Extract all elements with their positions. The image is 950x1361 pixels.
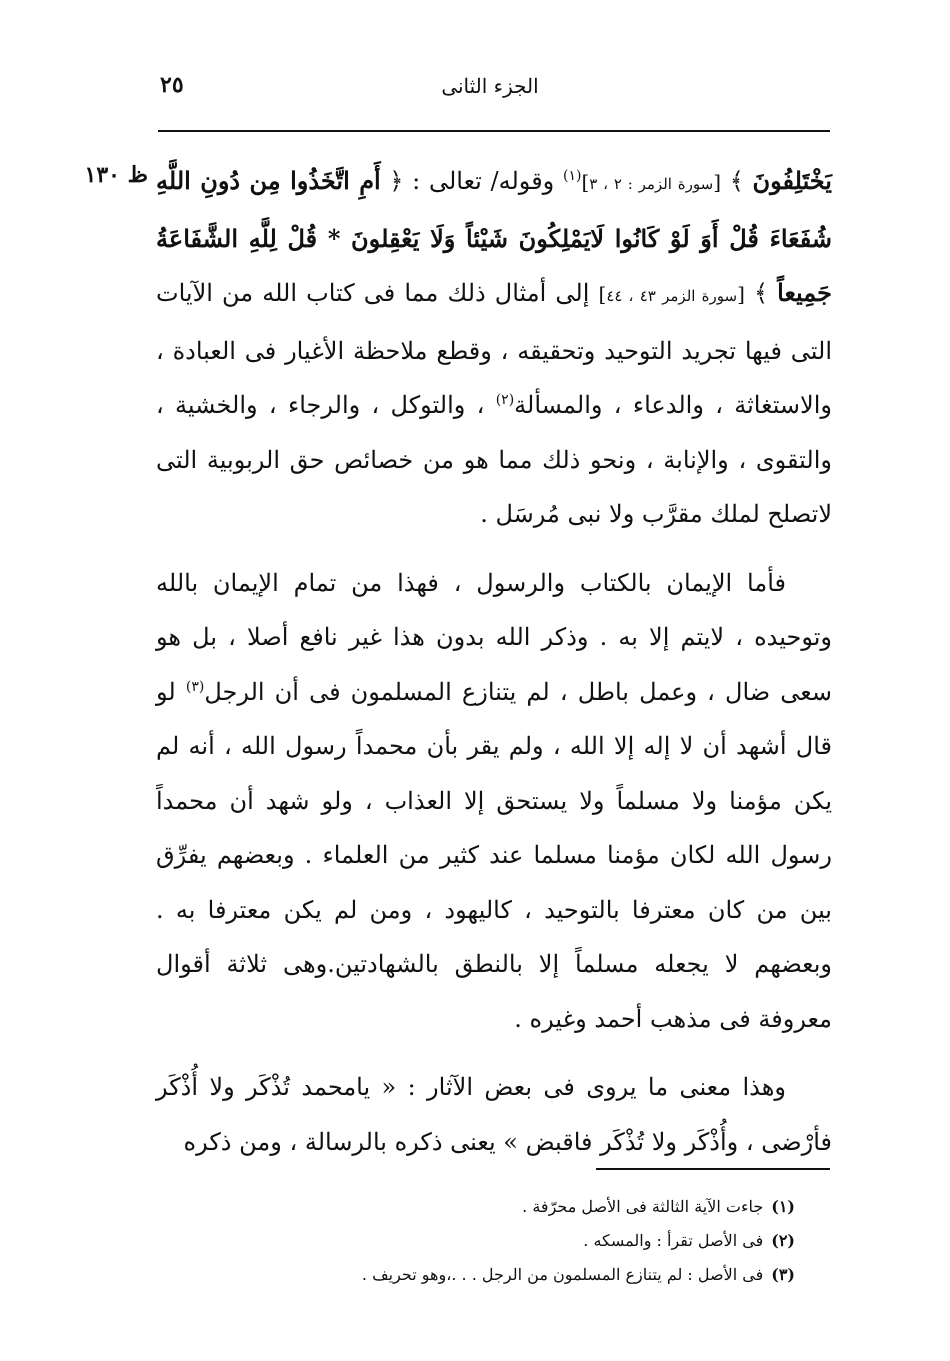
footnotes [250,1190,795,1292]
footnote-text: فى الأصل تقرأ : والمسكه . [583,1231,764,1250]
main-text [156,154,832,1169]
paragraph-1: يَخْتَلِفُونَ ﴾ [سورة الزمر : ٢ ، ٣]$^{(١)}$ وقوله/ تعالى : ﴿ أَمِ اتَّخَذُوا مِن دُونِ اللَّهِ شُفَعَاءَ قُلْ أَوَ لَوْ كَانُوا لَايَمْلِكُونَ شَيْئاً وَلَا يَعْقِلونَ * قُلْ لِلَّهِ الشَّفَاعَةُ جَمِيعاً ﴾ [سورة الزمر ٤٣ ، ٤٤] إلى أمثال ذلك مما فى كتاب الله من الآيات التى فيها تجريد التوحيد وتحقيقه ، وقطع ملاحظة الأغيار فى العبادة ، والاستغاثة ، والدعاء ، والمسألة$^{(٢)}$ ، والتوكل ، والرجاء ، والخشية ، والتقوى ، والإنابة ، ونحو ذلك مما هو من خصائص حق الربوبية التى لاتصلح لملك مقرَّب ولا نبى مُرسَل . [156,166,832,528]
footnote-divider [596,1168,830,1170]
paragraph-text: ، والتوكل ، والرجاء ، والخشية ، والتقوى ، والإنابة ، ونحو ذلك مما هو من خصائص حق الربوبية التى لاتصلح لملك مقرَّب ولا نبى مُرسَل . [156,391,832,528]
footnote [250,1190,795,1224]
page-header [150,72,830,112]
paragraph-3 [156,1060,832,1169]
quran-verse: أَمِ اتَّخَذُوا مِن دُونِ اللَّهِ شُفَعَاءَ قُلْ أَوَ لَوْ كَانُوا لَايَمْلِكُونَ شَيْئاً وَلَا يَعْقِلونَ * قُلْ لِلَّهِ الشَّفَاعَةُ جَمِيعاً [156,166,832,307]
footnote-marker-1: (١) [562,168,582,184]
paragraph-text: لو قال أشهد أن لا إله إلا الله ، ولم يقر بأن محمداً رسول الله ، أنه لم يكن مؤمنا ولا مسلماً ولا يستحق إلا العذاب ، ولو شهد أن محمداً رسول الله لكان مؤمنا مسلما عند كثير من العلماء . وبعضهم يفرِّق بين من كان معترفا بالتوحيد ، كاليهود ، ومن لم يكن معترفا به . وبعضهم لا يجعله مسلماً إلا بالنطق بالشهادتين.وهى ثلاثة أقوال معروفة فى مذهب أحمد وغيره . [156,677,833,1033]
verse-reference: سورة الزمر ٤٣ ، ٤٤ [606,287,738,305]
footnote-number: (١) [771,1197,795,1216]
paragraph-text: فأما الإيمان بالكتاب والرسول ، فهذا من تمام الإيمان بالله وتوحيده ، لايتم إلا به . وذكر الله بدون هذا غير نافع أصلا ، بل هو سعى ضال ، وعمل باطل ، لم يتنازع المسلمون فى أن الرجل [156,568,832,706]
footnote-marker-2: (٢) [495,392,515,408]
verse-reference: سورة الزمر : ٢ ، ٣ [589,175,714,193]
footnote [250,1224,795,1258]
header-divider [158,130,830,132]
footnote-text: فى الأصل : لم يتنازع المسلمون من الرجل . . .،وهو تحريف . [361,1265,764,1284]
footnote-number: (٣) [771,1265,795,1284]
page-number: ٢٥ [160,72,184,98]
manuscript-folio-reference: ظ ١٣٠ [84,162,148,188]
paragraph-text: إلى أمثال ذلك مما فى كتاب الله من الآيات التى فيها تجريد التوحيد وتحقيقه ، وقطع ملاحظة الأغيار فى العبادة ، والاستغاثة ، والدعاء ، والمسألة [156,279,832,419]
paragraph-2 [156,556,832,1047]
footnote [250,1258,795,1292]
running-title: الجزء الثانى [441,74,539,98]
connector-text: وقوله/ تعالى : [412,167,555,195]
paragraph-text: وهذا معنى ما يروى فى بعض الآثار : « يامحمد تُذْكَر ولا أُذْكَر فأرْضى ، وأُذْكَر ولا تُذْكَر فاقبض » يعنى ذكره بالرسالة ، ومن ذكره [156,1073,832,1156]
footnote-number: (٢) [771,1231,795,1250]
quran-verse-ending: يَخْتَلِفُونَ [752,166,832,195]
footnote-text: جاءت الآية الثالثة فى الأصل محرّفة . [522,1197,764,1216]
footnote-marker-3: (٣) [185,678,205,695]
